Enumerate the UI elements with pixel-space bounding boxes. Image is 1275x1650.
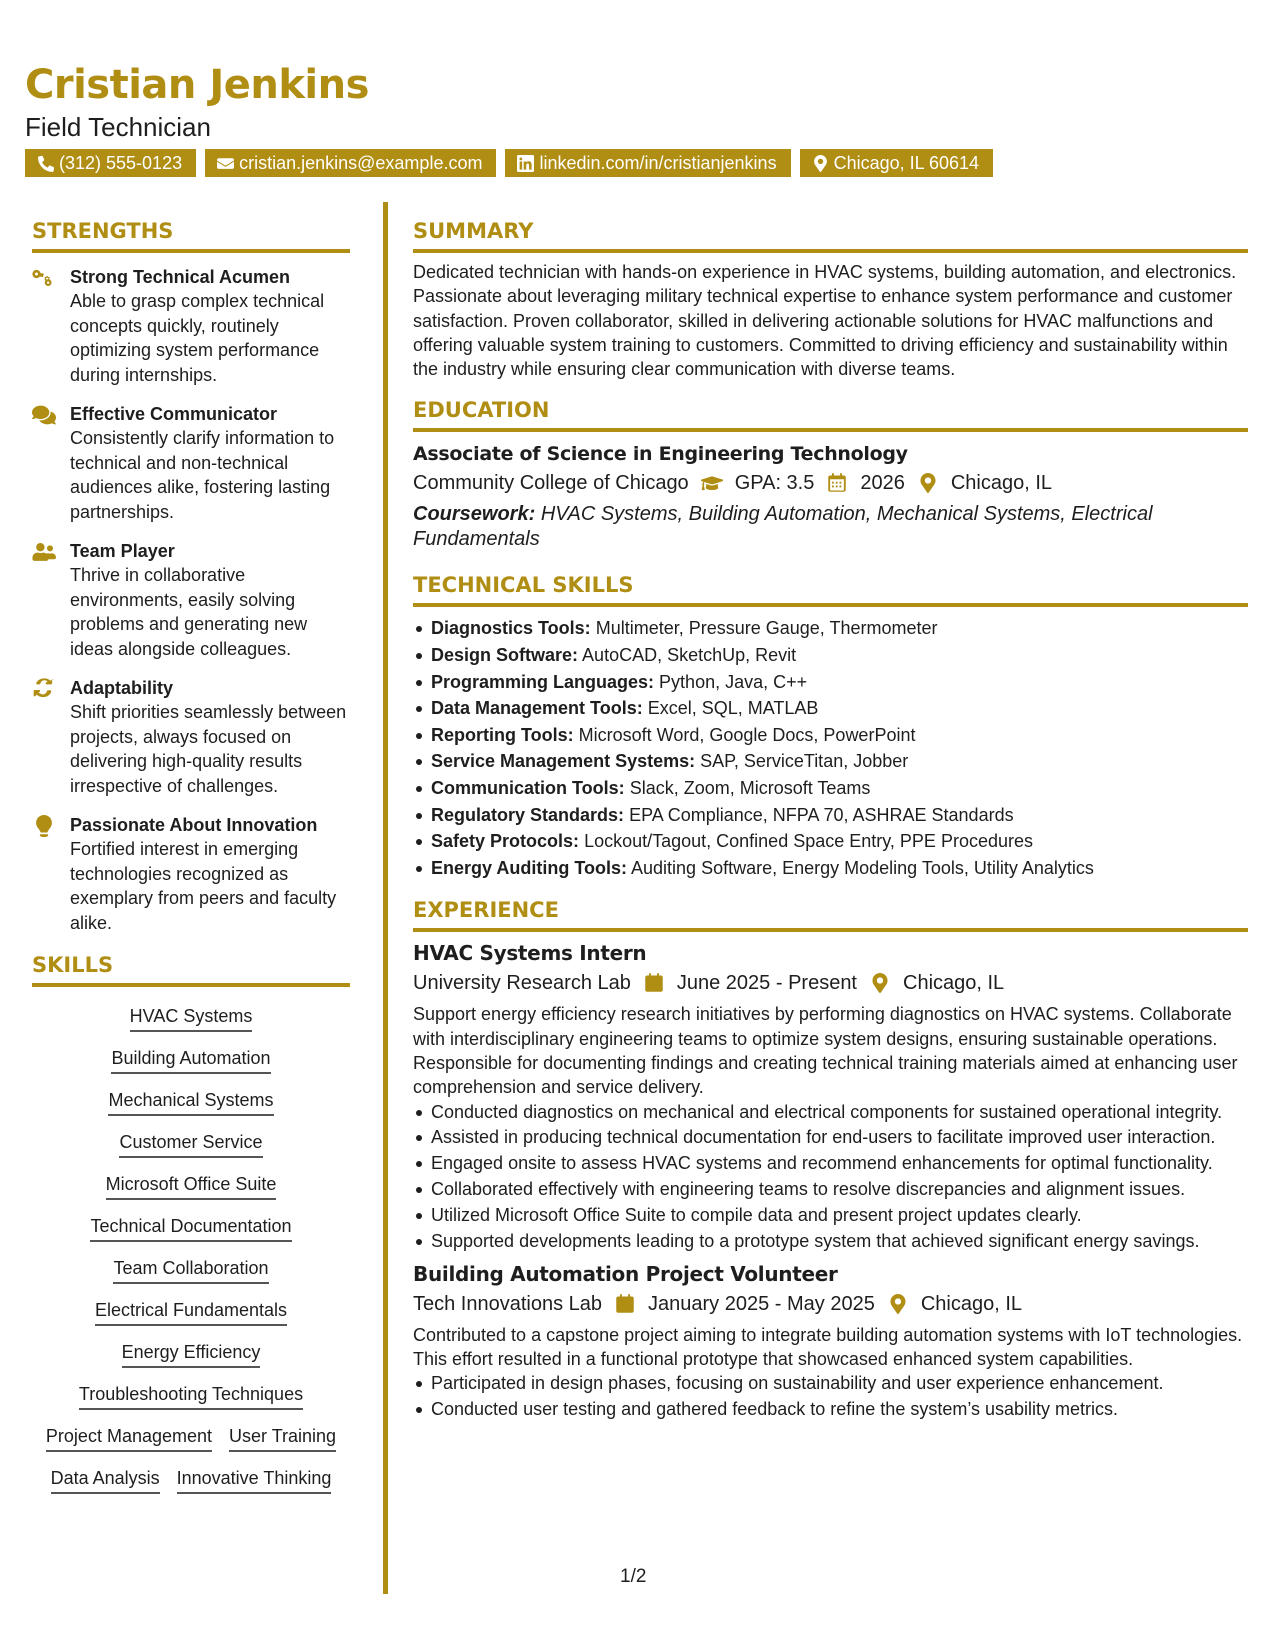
school-location: Chicago, IL <box>950 472 1053 495</box>
skill-tag: Project Management <box>46 1425 212 1452</box>
lightbulb-icon <box>32 815 56 837</box>
strengths-heading: STRENGTHS <box>32 216 350 253</box>
location-text: Chicago, IL 60614 <box>833 153 980 173</box>
list-item: Engaged onsite to assess HVAC systems and recommend enhancements for optimal functionality. <box>413 1151 1248 1175</box>
skill-tag: Customer Service <box>34 1131 348 1158</box>
calendar-icon <box>826 473 848 493</box>
job-location: Chicago, IL <box>920 1292 1023 1315</box>
summary-text: Dedicated technician with hands-on experience in HVAC systems, building automation, and electronics. Passionate about leveraging military technical expertise to enhance system performance and customer satisfaction. Proven collaborator, skilled in delivering actionable solutions for HVAC malfunctions and offering valuable system training to customers. Committed to driving efficiency and sustainability within the industry while ensuring clear communication with diverse teams. <box>413 262 1237 380</box>
left-column <box>32 216 350 1494</box>
strength-desc: Fortified interest in emerging technologies recognized as exemplary from peers and faculty alike. <box>70 839 337 933</box>
map-marker-icon <box>869 973 891 993</box>
skill-tag: Innovative Thinking <box>177 1467 332 1494</box>
skill-tag: Building Automation <box>34 1047 348 1074</box>
list-item: Programming Languages: Python, Java, C++ <box>413 669 1248 696</box>
job-dates: June 2025 - Present <box>676 972 857 995</box>
job-dates: January 2025 - May 2025 <box>648 1292 875 1315</box>
strength-item <box>32 402 350 524</box>
strengths-list <box>32 265 350 935</box>
strength-desc: Shift priorities seamlessly between projects, always focused on delivering high-quality results irrespective of challenges. <box>70 702 347 796</box>
list-item: Assisted in producing technical documentation for end-users to facilitate improved user interaction. <box>413 1125 1248 1149</box>
contact-bar <box>25 149 1255 177</box>
job-entry <box>413 938 1248 1252</box>
skill-tag: Team Collaboration <box>34 1257 348 1284</box>
job-meta <box>413 968 1248 998</box>
job-description: Support energy efficiency research initiatives by performing diagnostics on HVAC systems. Collaborate with interdisciplinary engineering teams to optimize system designs, ensuring sustainable operations. Responsible for documenting findings and creating technical training materials aimed at enhancing user comprehension and service delivery. <box>413 1004 1238 1098</box>
job-meta <box>413 1289 1248 1319</box>
company-name: Tech Innovations Lab <box>413 1292 603 1315</box>
list-item: Participated in design phases, focusing on sustainability and user experience enhancement. <box>413 1371 1248 1395</box>
page-number: 1/2 <box>620 1566 647 1587</box>
strength-desc: Consistently clarify information to technical and non-technical audiences alike, fostering lasting partnerships. <box>70 428 335 522</box>
education-heading: EDUCATION <box>413 395 1248 432</box>
strength-title: Strong Technical Acumen <box>70 267 291 287</box>
job-entry <box>413 1259 1248 1422</box>
strength-title: Team Player <box>70 541 175 561</box>
skill-tag: HVAC Systems <box>34 1005 348 1032</box>
list-item: Regulatory Standards: EPA Compliance, NFPA 70, ASHRAE Standards <box>413 802 1248 829</box>
email-chip[interactable] <box>205 149 496 177</box>
coursework-label: Coursework: <box>413 503 536 526</box>
list-item: Supported developments leading to a prototype system that achieved significant energy savings. <box>413 1229 1248 1253</box>
strength-item <box>32 539 350 661</box>
email-text: cristian.jenkins@example.com <box>239 153 483 173</box>
strength-item <box>32 676 350 798</box>
candidate-title: Field Technician <box>25 112 211 142</box>
calendar-icon <box>643 973 665 993</box>
sync-icon <box>32 678 56 700</box>
list-item: Diagnostics Tools: Multimeter, Pressure Gauge, Thermometer <box>413 615 1248 642</box>
phone-text: (312) 555-0123 <box>59 153 183 173</box>
skill-tag: Technical Documentation <box>34 1215 348 1242</box>
coursework <box>413 502 1248 552</box>
strength-title: Passionate About Innovation <box>70 815 318 835</box>
map-marker-icon <box>812 155 829 172</box>
job-bullets <box>413 1371 1248 1421</box>
skill-tag: User Training <box>229 1425 336 1452</box>
map-marker-icon <box>887 1294 909 1314</box>
technical-skills-heading: TECHNICAL SKILLS <box>413 570 1248 607</box>
strength-desc: Thrive in collaborative environments, easily solving problems and generating new ideas alongside colleagues. <box>70 565 308 659</box>
summary-heading: SUMMARY <box>413 216 1248 253</box>
list-item: Data Management Tools: Excel, SQL, MATLAB <box>413 695 1248 722</box>
list-item: Collaborated effectively with engineering teams to resolve discrepancies and alignment issues. <box>413 1177 1248 1201</box>
skills-list <box>32 1005 350 1494</box>
gpa: GPA: 3.5 <box>734 472 815 495</box>
job-description: Contributed to a capstone project aiming to integrate building automation systems with IoT technologies. This effort resulted in a functional prototype that showcased enhanced system capabilities. <box>413 1324 1243 1370</box>
strength-desc: Able to grasp complex technical concepts quickly, routinely optimizing system performance during internships. <box>70 291 325 385</box>
experience-heading: EXPERIENCE <box>413 895 1248 932</box>
resume-header <box>25 62 1255 177</box>
linkedin-icon <box>517 155 534 172</box>
list-item: Conducted diagnostics on mechanical and electrical components for sustained operational integrity. <box>413 1100 1248 1124</box>
candidate-name: Cristian Jenkins <box>25 62 369 108</box>
strength-item <box>32 265 350 387</box>
list-item: Conducted user testing and gathered feedback to refine the system’s usability metrics. <box>413 1397 1248 1421</box>
technical-skills-list <box>413 615 1248 881</box>
graduation-cap-icon <box>701 473 723 493</box>
skill-tag: Mechanical Systems <box>34 1089 348 1116</box>
users-icon <box>32 541 56 563</box>
right-column <box>413 216 1248 1423</box>
job-title: Building Automation Project Volunteer <box>413 1261 838 1286</box>
job-bullets <box>413 1100 1248 1253</box>
list-item: Energy Auditing Tools: Auditing Software, Energy Modeling Tools, Utility Analytics <box>413 855 1248 882</box>
list-item: Reporting Tools: Microsoft Word, Google Docs, PowerPoint <box>413 722 1248 749</box>
strength-item <box>32 813 350 935</box>
list-item: Utilized Microsoft Office Suite to compile data and present project updates clearly. <box>413 1203 1248 1227</box>
job-location: Chicago, IL <box>903 972 1005 995</box>
comments-icon <box>32 404 56 426</box>
list-item: Communication Tools: Slack, Zoom, Microsoft Teams <box>413 775 1248 802</box>
envelope-icon <box>217 155 234 172</box>
skill-tag: Electrical Fundamentals <box>34 1299 348 1326</box>
skill-tag: Energy Efficiency <box>34 1341 348 1368</box>
phone-chip[interactable] <box>25 149 196 177</box>
linkedin-chip[interactable] <box>505 149 790 177</box>
skill-tag: Data Analysis <box>51 1467 160 1494</box>
coursework-list: HVAC Systems, Building Automation, Mechanical Systems, Electrical Fundamentals <box>413 503 1153 551</box>
calendar-icon <box>614 1294 636 1314</box>
graduation-year: 2026 <box>860 472 905 495</box>
skill-tag: Troubleshooting Techniques <box>34 1383 348 1410</box>
phone-icon <box>37 155 54 172</box>
map-marker-icon <box>917 473 939 493</box>
strength-title: Adaptability <box>70 678 174 698</box>
gears-icon <box>32 267 56 289</box>
job-title: HVAC Systems Intern <box>413 941 647 966</box>
location-chip[interactable] <box>800 149 993 177</box>
list-item: Design Software: AutoCAD, SketchUp, Revit <box>413 642 1248 669</box>
list-item: Service Management Systems: SAP, ServiceTitan, Jobber <box>413 748 1248 775</box>
degree-title: Associate of Science in Engineering Technology <box>413 443 908 466</box>
column-divider <box>383 202 388 1594</box>
strength-title: Effective Communicator <box>70 404 278 424</box>
company-name: University Research Lab <box>413 972 631 995</box>
school-name: Community College of Chicago <box>413 472 689 495</box>
education-meta <box>413 468 1248 498</box>
skill-tag: Microsoft Office Suite <box>34 1173 348 1200</box>
list-item: Safety Protocols: Lockout/Tagout, Confined Space Entry, PPE Procedures <box>413 828 1248 855</box>
skills-heading: SKILLS <box>32 950 350 987</box>
linkedin-text: linkedin.com/in/cristianjenkins <box>539 153 777 173</box>
